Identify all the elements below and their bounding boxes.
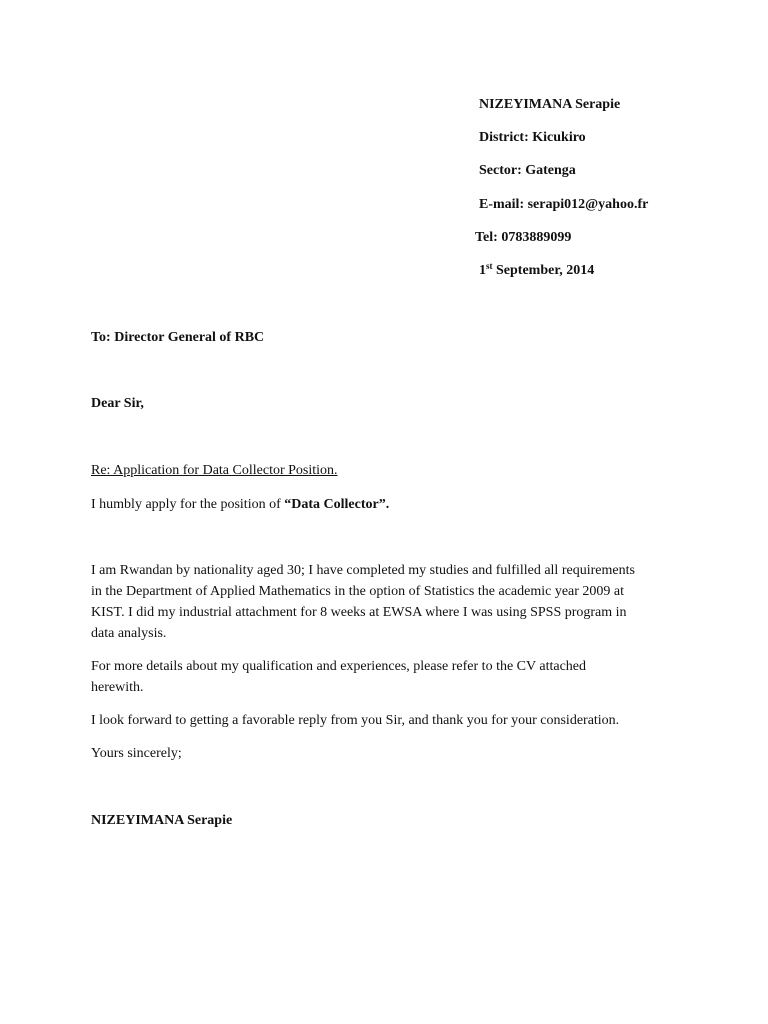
intro-text: I humbly apply for the position of [91, 497, 285, 512]
sender-district: District: Kicukiro [479, 130, 586, 145]
intro-position: “Data Collector”. [284, 497, 390, 512]
sender-email: E-mail: serapi012@yahoo.fr [479, 197, 649, 212]
date-rest: September, 2014 [492, 263, 595, 278]
paragraph3: I look forward to getting a favorable reply from you Sir, and thank you for your consideration. [91, 713, 620, 728]
paragraph2-line: herewith. [91, 680, 144, 695]
paragraph1-line: in the Department of Applied Mathematics in the option of Statistics the academic year 2009 at [91, 584, 625, 599]
recipient-line: To: Director General of RBC [91, 330, 265, 345]
paragraph1-line: I am Rwandan by nationality aged 30; I have completed my studies and fulfilled all requirements [91, 563, 635, 578]
closing: Yours sincerely; [91, 746, 182, 761]
subject-line: Re: Application for Data Collector Position. [91, 463, 338, 478]
paragraph1-line: data analysis. [91, 626, 167, 641]
date-day: 1 [479, 263, 486, 278]
salutation: Dear Sir, [91, 396, 144, 411]
paragraph1-line: KIST. I did my industrial attachment for 8 weeks at EWSA where I was using SPSS program in [91, 605, 627, 620]
intro-line [91, 494, 389, 515]
date-suffix: st [486, 261, 493, 271]
sender-sector: Sector: Gatenga [479, 163, 576, 178]
sender-tel: Tel: 0783889099 [475, 230, 572, 245]
sender-name: NIZEYIMANA Serapie [479, 97, 621, 112]
letter-date [479, 260, 594, 281]
paragraph2-line: For more details about my qualification and experiences, please refer to the CV attached [91, 659, 587, 674]
signature-name: NIZEYIMANA Serapie [91, 813, 233, 828]
